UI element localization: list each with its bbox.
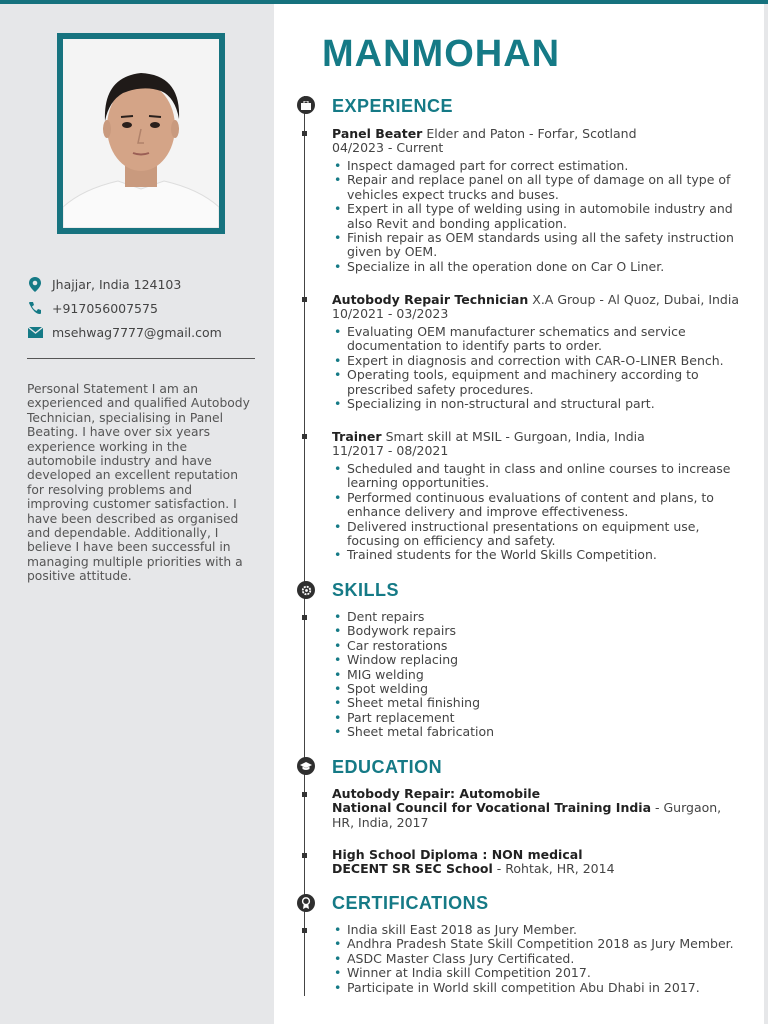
certification-item: • ASDC Master Class Jury Certificated.	[332, 952, 747, 966]
skill-item: • Sheet metal fabrication	[332, 725, 747, 739]
job-title: Trainer	[332, 429, 382, 444]
job-bullet: • Specialize in all the operation done on Car O Liner.	[332, 260, 747, 274]
job-bullet: • Finish repair as OEM standards using all the safety instruction given by OEM.	[332, 231, 747, 260]
candidate-name: MANMOHAN	[322, 33, 561, 75]
timeline-dot	[302, 615, 307, 620]
contact-location	[26, 276, 256, 292]
job-bullet: • Expert in all type of welding using in automobile industry and also Revit and bonding application.	[332, 202, 747, 231]
education-degree: High School Diploma : NON medical	[332, 847, 583, 862]
certification-item: • Andhra Pradesh State Skill Competition 2018 as Jury Member.	[332, 937, 747, 951]
job-bullet: • Repair and replace panel on all type of damage on all type of vehicles expect trucks and buses.	[332, 173, 747, 202]
briefcase-icon	[297, 96, 315, 114]
job-title: Panel Beater	[332, 126, 423, 141]
award-icon	[297, 894, 315, 912]
education-entry	[332, 848, 747, 877]
portrait-illustration	[63, 39, 219, 228]
personal-statement: Personal Statement I am an experienced and qualified Autobody Technician, specialising in Panel Beating. I have over six years experience working in the automobile industry and have developed an excellent reputation for resolving problems and improving customer satisfaction. I have been described as organised and dependable. Additionally, I believe I have been successful in managing multiple priorities with a positive attitude.	[27, 382, 250, 584]
job-entry	[332, 429, 747, 563]
section-title-certifications: CERTIFICATIONS	[332, 893, 489, 913]
job-bullet: • Inspect damaged part for correct estimation.	[332, 159, 747, 173]
contact-email[interactable]	[26, 324, 256, 340]
job-title: Autobody Repair Technician	[332, 292, 529, 307]
contact-phone	[26, 300, 256, 316]
education-location: - Rohtak, HR, 2014	[492, 861, 615, 877]
job-bullet: • Trained students for the World Skills Competition.	[332, 548, 747, 562]
job-bullet: • Scheduled and taught in class and online courses to increase learning opportunities.	[332, 462, 747, 491]
envelope-icon	[26, 324, 44, 340]
phone-icon	[26, 300, 44, 316]
profile-photo	[63, 39, 219, 228]
skills-list	[332, 610, 747, 740]
certification-item: • Winner at India skill Competition 2017.	[332, 966, 747, 980]
right-border	[764, 4, 768, 1024]
job-bullet: • Evaluating OEM manufacturer schematics and service documentation to identify parts to order.	[332, 325, 747, 354]
job-bullet: • Delivered instructional presentations on equipment use, focusing on efficiency and safety.	[332, 520, 747, 549]
job-dates: 10/2021 - 03/2023	[332, 306, 449, 321]
section-title-skills: SKILLS	[332, 580, 400, 600]
job-company: X.A Group - Al Quoz, Dubai, India	[532, 292, 739, 307]
certification-item: • India skill East 2018 as Jury Member.	[332, 923, 747, 937]
job-bullets	[332, 159, 747, 274]
location-text: Jhajjar, India 124103	[52, 276, 182, 292]
skill-item: • Dent repairs	[332, 610, 747, 624]
skill-item: • Window replacing	[332, 653, 747, 667]
section-title-experience: EXPERIENCE	[332, 96, 454, 116]
section-title-education: EDUCATION	[332, 757, 443, 777]
timeline-dot	[302, 853, 307, 858]
job-dates: 04/2023 - Current	[332, 140, 444, 155]
job-company: Smart skill at MSIL - Gurgoan, India, India	[385, 429, 645, 444]
certification-item: • Participate in World skill competition Abu Dhabi in 2017.	[332, 981, 747, 995]
profile-photo-frame	[57, 33, 225, 234]
job-bullets	[332, 325, 747, 411]
sidebar-divider	[27, 358, 255, 359]
skill-item: • MIG welding	[332, 668, 747, 682]
job-dates: 11/2017 - 08/2021	[332, 443, 449, 458]
education-degree: Autobody Repair: Automobile	[332, 786, 541, 801]
education-school: DECENT SR SEC School	[332, 861, 493, 877]
job-entry	[332, 292, 747, 411]
skill-item: • Car restorations	[332, 639, 747, 653]
job-bullets	[332, 462, 747, 563]
education-entry	[332, 787, 747, 830]
job-bullet: • Specializing in non-structural and structural part.	[332, 397, 747, 411]
timeline-line	[304, 96, 305, 996]
timeline-dot	[302, 297, 307, 302]
location-pin-icon	[26, 276, 44, 292]
education-location: - Gurgaon, HR, India, 2017	[332, 800, 722, 830]
timeline-dot	[302, 434, 307, 439]
timeline-dot	[302, 792, 307, 797]
timeline-dot	[302, 928, 307, 933]
phone-text: +917056007575	[52, 300, 158, 316]
graduation-cap-icon	[297, 757, 315, 775]
skill-item: • Bodywork repairs	[332, 624, 747, 638]
job-company: Elder and Paton - Forfar, Scotland	[426, 126, 637, 141]
job-entry	[332, 126, 747, 274]
timeline-dot	[302, 131, 307, 136]
gear-icon	[297, 581, 315, 599]
skill-item: • Sheet metal finishing	[332, 696, 747, 710]
education-school: National Council for Vocational Training India	[332, 800, 652, 816]
job-bullet: • Operating tools, equipment and machinery according to prescribed safety procedures.	[332, 368, 747, 397]
skill-item: • Spot welding	[332, 682, 747, 696]
certifications-list	[332, 923, 747, 995]
skill-item: • Part replacement	[332, 711, 747, 725]
job-bullet: • Performed continuous evaluations of content and plans, to enhance delivery and improve effectiveness.	[332, 491, 747, 520]
job-bullet: • Expert in diagnosis and correction with CAR-O-LINER Bench.	[332, 354, 747, 368]
email-text[interactable]: msehwag7777@gmail.com	[52, 324, 222, 340]
